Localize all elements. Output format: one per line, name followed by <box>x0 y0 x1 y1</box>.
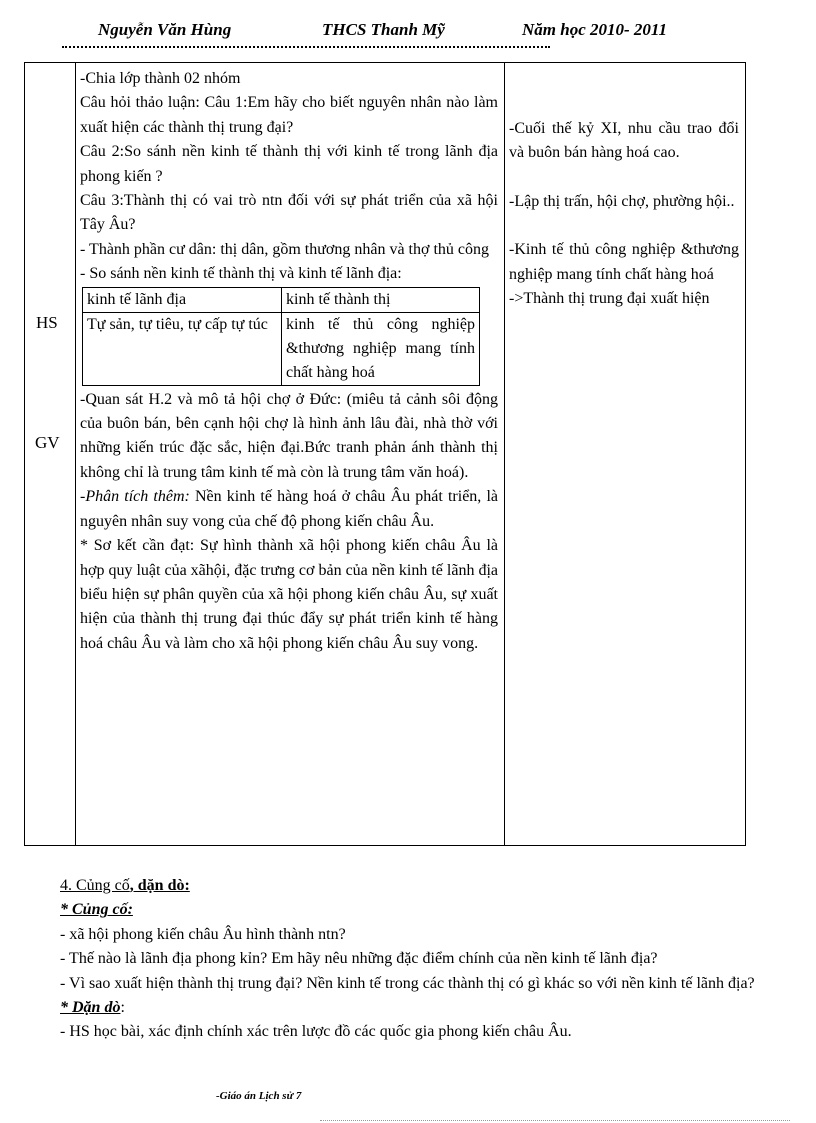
list-item: - Vì sao xuất hiện thành thị trung đại? Nền kinh tế trong các thành thị có gì khác so với nền kinh tế lãnh địa? <box>60 974 755 992</box>
paragraph: - Thành phần cư dân: thị dân, gồm thương nhân và thợ thủ công <box>80 240 490 258</box>
consolidation-section <box>60 874 776 1045</box>
subsection-title: * Củng cố: <box>60 901 133 919</box>
paragraph <box>80 485 498 534</box>
table-header: kinh tế thành thị <box>282 287 480 312</box>
list-item: - xã hội phong kiến châu Âu hình thành ntn? <box>60 925 346 943</box>
subsection-title <box>60 996 776 1020</box>
table-cell: Tự sản, tự tiêu, tự cấp tự túc <box>83 312 282 385</box>
student-results <box>509 117 739 311</box>
teacher-activities <box>80 67 498 656</box>
header-school: THCS Thanh Mỹ <box>322 20 445 39</box>
paragraph: -Cuối thế kỷ XI, nhu cầu trao đổi và buôn bán hàng hoá cao. <box>509 120 739 162</box>
page-footnote: -Giáo án Lịch sử 7 <box>216 1090 302 1102</box>
column-divider <box>75 63 76 845</box>
paragraph: - So sánh nền kinh tế thành thị và kinh tế lãnh địa: <box>80 265 402 283</box>
paragraph: -Quan sát H.2 và mô tả hội chợ ở Đức: (miêu tả cảnh sôi động của buôn bán, bên cạnh hội chợ là hình ảnh lâu đài, nhà thờ với những kiến trúc đặc sắc, hiện đại.Bức tranh phản ánh thành thị không chỉ là trung tâm kinh tế mà còn là trung tâm văn hoá). <box>80 390 498 481</box>
paragraph: Câu 2:So sánh nền kinh tế thành thị với kinh tế trong lãnh địa phong kiến ? <box>80 143 498 185</box>
label-gv: GV <box>35 433 60 452</box>
list-item: - HS học bài, xác định chính xác trên lược đồ các quốc gia phong kiến châu Âu. <box>60 1023 572 1041</box>
list-item: - Thế nào là lãnh địa phong kỉn? Em hãy nêu những đặc điểm chính của nền kinh tế lãnh địa? <box>60 950 658 968</box>
table-cell: kinh tế thủ công nghiệp &thương nghiệp mang tính chất hàng hoá <box>282 312 480 385</box>
header-year: Năm học 2010- 2011 <box>522 20 667 39</box>
header-divider <box>62 46 550 48</box>
paragraph-text: Nền kinh tế hàng hoá ở châu Âu phát triển, là nguyên nhân suy vong của chế độ phong kiến châu Âu. <box>80 488 499 530</box>
paragraph: -Chia lớp thành 02 nhóm <box>80 70 241 87</box>
header-author: Nguyễn Văn Hùng <box>98 20 232 39</box>
comparison-table <box>82 287 480 386</box>
section-title-b: , dặn dò: <box>129 877 190 894</box>
lesson-table <box>24 62 746 846</box>
paragraph: ->Thành thị trung đại xuất hiện <box>509 290 710 308</box>
section-title <box>60 874 776 898</box>
section-title-a: 4. Củng cố <box>60 877 130 894</box>
footer-divider <box>320 1120 790 1121</box>
spacer <box>509 214 739 238</box>
paragraph: Câu hỏi thảo luận: Câu 1:Em hãy cho biết nguyên nhân nào làm xuất hiện các thành thị trung đại? <box>80 94 498 136</box>
table-header: kinh tế lãnh địa <box>83 287 282 312</box>
paragraph: * Sơ kết cần đạt: Sự hình thành xã hội phong kiến châu Âu là hợp quy luật của xãhội, đặc trưng cơ bản của nền kinh tế lãnh địa biểu hiện sự phân quyền của xã hội phong kiến châu Âu, sự xuất hiện của thành thị trung đại thúc đẩy sự phát triển kinh tế hàng hoá châu Âu và làm cho xã hội phong kiến châu Âu suy vong. <box>80 537 498 652</box>
spacer <box>509 166 739 190</box>
paragraph: -Lập thị trấn, hội chợ, phường hội.. <box>509 192 735 210</box>
label-hs: HS <box>36 313 58 332</box>
paragraph: -Kinh tế thủ công nghiệp &thương nghiệp mang tính chất hàng hoá <box>509 241 739 283</box>
column-divider <box>504 63 505 845</box>
page-header <box>0 20 816 44</box>
subsection-colon: : <box>120 999 125 1017</box>
subsection-title-text: * Dặn dò <box>60 999 121 1017</box>
paragraph: Câu 3:Thành thị có vai trò ntn đối với sự phát triển của xã hội Tây Âu? <box>80 192 498 234</box>
italic-lead: -Phân tích thêm: <box>80 488 190 506</box>
